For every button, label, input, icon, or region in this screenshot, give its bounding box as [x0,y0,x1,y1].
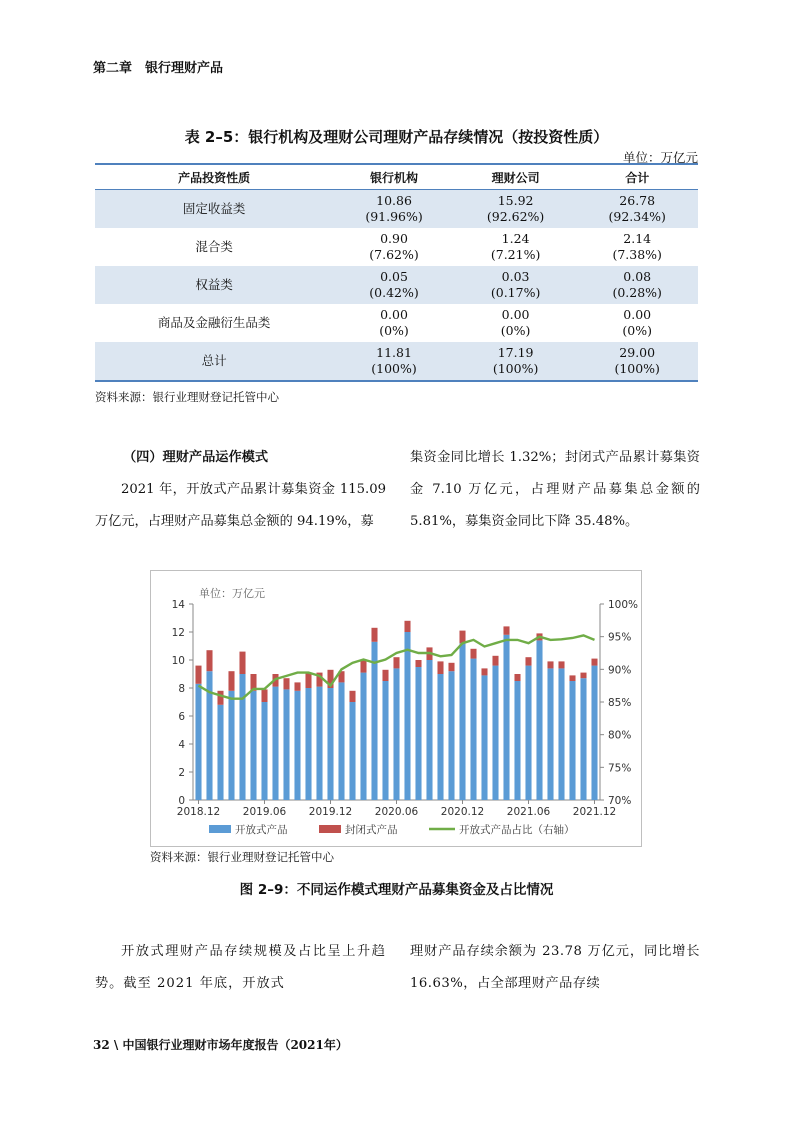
page-footer: 32 \ 中国银行业理财市场年度报告（2021年） [93,1038,348,1052]
open-product-bar [338,682,344,800]
open-product-bar [327,688,333,800]
open-product-bar [393,668,399,800]
cell-value: 15.92 [497,193,534,208]
table-cell [576,342,698,381]
closed-product-bar [448,663,454,671]
paragraph2-right: 理财产品存续余额为 23.78 万亿元，同比增长 16.63%，占全部理财产品存续 [410,944,700,991]
x-tick-label: 2020.06 [374,806,419,818]
y-tick-label: 4 [178,739,185,751]
table-row [95,228,698,266]
y2-tick-label: 90% [608,664,632,677]
section-heading: （四）理财产品运作模式 [123,450,269,465]
closed-product-bar [294,682,300,690]
closed-product-bar [547,661,553,668]
open-product-bar [492,666,498,800]
closed-product-bar [591,659,597,666]
open-product-bar [426,660,432,800]
cell-percent: (0.42%) [369,285,419,300]
closed-product-bar [305,673,311,688]
open-product-bar [239,674,245,800]
cell-value: 0.90 [380,231,408,246]
legend-label: 开放式产品占比（右轴） [459,824,575,836]
closed-product-bar [481,668,487,675]
cell-value: 10.86 [376,193,412,208]
open-product-bar [195,684,201,800]
closed-product-bar [492,656,498,666]
closed-product-bar [360,660,366,673]
y2-tick-label: 75% [608,762,632,775]
cell-percent: (100%) [371,361,417,376]
closed-product-bar [206,650,212,671]
closed-product-bar [195,666,201,684]
table-cell [455,266,577,304]
fundraising-chart [151,571,641,846]
y-tick-label: 10 [171,655,185,667]
closed-product-bar [558,661,564,668]
cell-value: 0.00 [501,307,530,322]
open-product-bar [360,673,366,800]
cell-value: 29.00 [619,345,656,360]
open-product-bar [470,659,476,800]
cell-value: 0.08 [623,269,652,284]
x-tick-label: 2021.06 [506,806,551,818]
open-product-bar [272,687,278,800]
y2-tick-label: 100% [608,599,639,611]
table-cell [333,304,455,342]
cell-percent: (100%) [614,361,660,376]
cell-percent: (7.62%) [369,247,419,262]
table-cell [333,342,455,381]
table-cell [455,190,577,229]
cell-percent: (92.62%) [486,209,545,224]
table-cell [333,228,455,266]
table-cell [455,228,577,266]
x-tick-label: 2019.12 [308,806,353,818]
y2-tick-label: 80% [608,729,632,742]
cell-value: 2.14 [623,231,652,246]
legend-label: 封闭式产品 [345,824,398,836]
open-product-bar [558,668,564,800]
figure-source: 资料来源：银行业理财登记托管中心 [150,850,334,864]
chart-unit-label: 单位：万亿元 [199,587,265,600]
table-caption: 表 2–5：银行机构及理财公司理财产品存续情况（按投资性质） [184,128,609,146]
open-product-bar [591,666,597,800]
table-header-cell: 理财公司 [455,164,577,190]
row-label: 固定收益类 [95,190,333,229]
x-tick-label: 2018.12 [176,806,221,818]
open-product-bar [547,668,553,800]
page-header: 第二章 银行理财产品 [93,61,224,76]
open-product-bar [261,702,267,800]
open-product-bar [481,675,487,800]
closed-product-bar [283,678,289,689]
open-product-bar [371,642,377,800]
section-paragraph-left: 2021 年，开放式产品累计募集资金 115.09 万亿元，占理财产品募集总金额的 94.19%，募 [95,482,386,529]
closed-product-bar [371,628,377,642]
closed-product-bar [393,657,399,668]
y-tick-label: 2 [178,767,185,779]
paragraph2-left: 开放式理财产品存续规模及占比呈上升趋势。截至 2021 年底，开放式 [95,944,386,991]
open-product-bar [228,691,234,800]
open-product-bar [448,671,454,800]
chart-frame [150,570,642,847]
table-cell [576,190,698,229]
open-product-bar [217,705,223,800]
closed-product-bar [470,649,476,659]
x-tick-label: 2021.12 [572,806,617,818]
open-product-bar [294,691,300,800]
closed-product-bar [525,657,531,665]
section-paragraph-right: 集资金同比增长 1.32%；封闭式产品累计募集资金 7.10 万亿元，占理财产品募集总金额的 5.81%，募集资金同比下降 35.48%。 [410,450,700,529]
cell-percent: (92.34%) [608,209,666,224]
closed-product-bar [239,652,245,674]
cell-value: 0.03 [501,269,530,284]
legend-swatch [319,825,341,833]
table-cell [333,266,455,304]
table-header-cell: 合计 [576,164,698,190]
cell-percent: (0%) [500,323,531,338]
y2-tick-label: 85% [608,697,632,709]
closed-product-bar [459,631,465,644]
cell-percent: (7.38%) [612,247,662,262]
cell-value: 0.00 [623,307,652,322]
closed-product-bar [437,661,443,674]
open-product-bar [349,702,355,800]
row-label: 商品及金融衍生品类 [157,315,271,330]
y-tick-label: 14 [171,599,185,611]
open-product-bar [514,681,520,800]
table-row [95,342,698,381]
closed-product-bar [349,691,355,702]
closed-product-bar [503,626,509,634]
closed-product-bar [217,691,223,705]
cell-value: 1.24 [501,231,530,246]
cell-percent: (0.17%) [490,285,541,300]
open-product-bar [503,635,509,800]
closed-product-bar [514,674,520,681]
cell-percent: (100%) [492,361,539,376]
y-tick-label: 8 [178,683,185,695]
closed-product-bar [569,675,575,681]
row-label: 权益类 [95,266,333,304]
x-tick-label: 2020.12 [440,806,485,818]
legend-swatch [209,825,231,833]
table-header-cell: 产品投资性质 [95,164,333,190]
y-tick-label: 12 [171,627,185,639]
table-cell [455,304,577,342]
table-row [95,266,698,304]
open-product-bar [415,667,421,800]
section-left-column [95,442,386,538]
open-product-bar [437,674,443,800]
figure-caption: 图 2–9：不同运作模式理财产品募集资金及占比情况 [239,882,554,898]
legend-label: 开放式产品 [235,824,288,836]
cell-value: 0.05 [380,269,408,284]
open-product-bar [580,678,586,800]
closed-product-bar [228,671,234,691]
open-product-bar [569,681,575,800]
y2-tick-label: 95% [608,631,632,644]
open-product-bar [382,681,388,800]
closed-product-bar [382,670,388,681]
y2-tick-label: 70% [608,795,632,807]
y-tick-label: 0 [178,795,185,807]
cell-percent: (0%) [379,323,409,338]
closed-product-bar [580,673,586,679]
open-product-bar [283,689,289,800]
cell-percent: (7.21%) [490,247,541,262]
cell-percent: (91.96%) [365,209,423,224]
table-cell [333,190,455,229]
table-unit: 单位：万亿元 [622,150,698,165]
table-header-cell: 银行机构 [333,164,455,190]
open-product-bar [536,640,542,800]
open-product-bar [404,632,410,800]
closed-product-bar [261,689,267,702]
closed-product-bar [404,621,410,632]
cell-value: 17.19 [497,345,534,360]
open-product-bar [459,643,465,800]
open-product-bar [250,691,256,800]
table-row [95,304,698,342]
y-tick-label: 6 [178,711,185,723]
table-row [95,190,698,229]
table-cell [455,342,577,381]
cell-percent: (0.28%) [612,285,662,300]
cell-value: 11.81 [376,345,412,360]
closed-product-bar [415,660,421,667]
row-label: 总计 [95,342,333,381]
cell-percent: (0%) [622,323,652,338]
table-cell [576,228,698,266]
open-product-bar [305,688,311,800]
row-label: 混合类 [195,239,233,254]
cell-value: 26.78 [619,193,656,208]
table-cell [576,304,698,342]
open-product-bar [316,687,322,800]
table-cell [576,266,698,304]
cell-value: 0.00 [380,307,408,322]
x-tick-label: 2019.06 [242,806,287,818]
open-product-bar [525,666,531,800]
investment-nature-table [95,163,698,382]
table-source: 资料来源：银行业理财登记托管中心 [95,390,279,404]
